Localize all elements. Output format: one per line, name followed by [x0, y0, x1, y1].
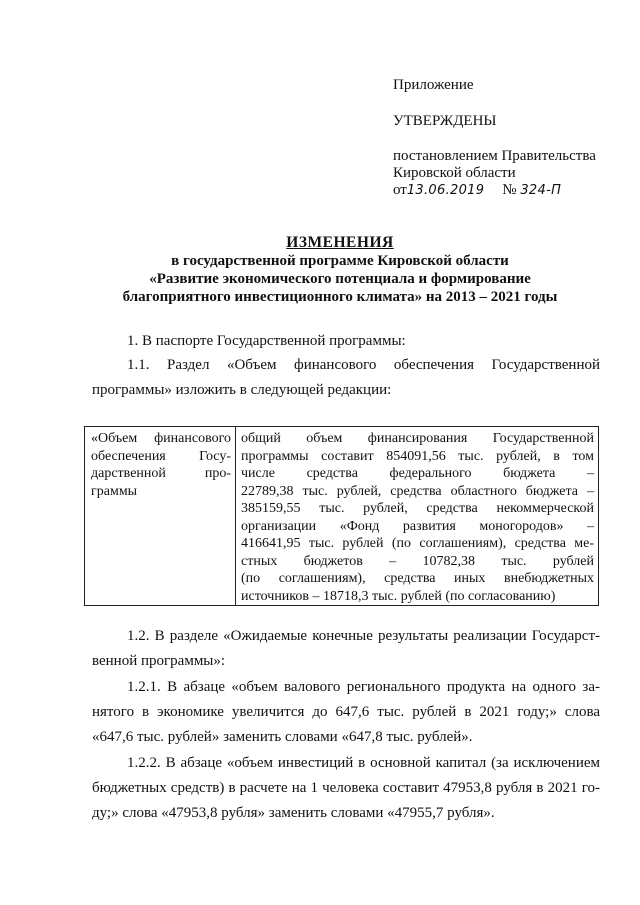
paragraph-1-1-line-1: 1.1. Раздел «Объем финансового обеспечения Государственной — [127, 357, 600, 373]
section-1-heading-text: 1. В паспорте Государственной программы: — [127, 333, 406, 349]
paragraph-1-1-line-2: программы» изложить в следующей редакции: — [92, 382, 392, 398]
table-right-line: (по соглашениям), средства иных внебюджетных — [241, 571, 594, 586]
table-right-line: 385159,55 тыс. рублей, средства некоммерческой — [241, 501, 594, 516]
table-left-line: «Объем финансового — [91, 431, 231, 446]
handwritten-date: 13.06.2019 — [406, 183, 485, 198]
funding-table — [84, 426, 599, 606]
paragraph-1-2-2-line-2: бюджетных средств) в расчете на 1 человека составит 47953,8 рубля в 2021 го- — [92, 780, 600, 796]
table-right-line: числе средства федерального бюджета – — [241, 466, 594, 481]
paragraph-1-2-1-line-2: нятого в экономике увеличится до 647,6 тыс. рублей в 2021 году;» слова — [92, 704, 600, 720]
table-left-line: граммы — [91, 483, 138, 499]
date-prefix: от — [393, 182, 407, 198]
document-title: ИЗМЕНЕНИЯ — [286, 234, 394, 251]
paragraph-1-2-1-line-3: «647,6 тыс. рублей» заменить словами «647,8 тыс. рублей». — [92, 729, 473, 745]
table-right-cell — [241, 430, 594, 605]
table-column-divider — [235, 427, 236, 605]
table-right-line: 416641,95 тыс. рублей (по соглашениям), средства ме- — [241, 536, 594, 551]
paragraph-1-2-2 — [92, 751, 600, 826]
table-right-line: стных бюджетов – 10782,38 тыс. рублей — [241, 553, 594, 569]
paragraph-1-2-line-2: венной программы»: — [92, 653, 226, 669]
paragraph-1-2 — [92, 624, 600, 674]
section-1-heading — [92, 329, 600, 354]
paragraph-1-2-2-line-1: 1.2.2. В абзаце «объем инвестиций в основной капитал (за исключением — [127, 755, 600, 771]
handwritten-number: 324-П — [520, 183, 562, 198]
paragraph-1-2-1-line-1: 1.2.1. В абзаце «объем валового регионального продукта на одного за- — [127, 679, 600, 695]
decree-line-2: Кировской области — [393, 165, 516, 181]
table-left-line: дарственной про- — [91, 466, 231, 481]
table-right-line: 22789,38 тыс. рублей, средства областного бюджета – — [241, 483, 594, 499]
table-right-line: программы составит 854091,56 тыс. рублей, в том — [241, 448, 594, 464]
paragraph-1-2-2-line-3: ду;» слова «47953,8 рубля» заменить словами «47955,7 рубля». — [92, 805, 495, 821]
approved-label: УТВЕРЖДЕНЫ — [393, 113, 497, 129]
title-line-3: благоприятного инвестиционного климата» на 2013 – 2021 годы — [122, 289, 558, 305]
title-line-1: в государственной программе Кировской области — [171, 253, 509, 269]
paragraph-1-2-1 — [92, 675, 600, 750]
decree-line-1: постановлением Правительства — [393, 148, 596, 164]
title-line-2: «Развитие экономического потенциала и формирование — [149, 271, 531, 287]
table-right-line: организации «Фонд развития моногородов» – — [241, 518, 594, 534]
number-prefix: № — [502, 182, 517, 198]
table-right-line: источников – 18718,3 тыс. рублей (по согласованию) — [241, 588, 556, 604]
paragraph-1-1 — [92, 353, 600, 403]
appendix-label: Приложение — [393, 77, 474, 93]
decree-date-line — [393, 181, 561, 200]
paragraph-1-2-line-1: 1.2. В разделе «Ожидаемые конечные результаты реализации Государст- — [127, 628, 600, 644]
table-left-cell — [91, 430, 231, 500]
table-left-line: обеспечения Госу- — [91, 448, 231, 464]
table-right-line: общий объем финансирования Государственной — [241, 431, 594, 446]
